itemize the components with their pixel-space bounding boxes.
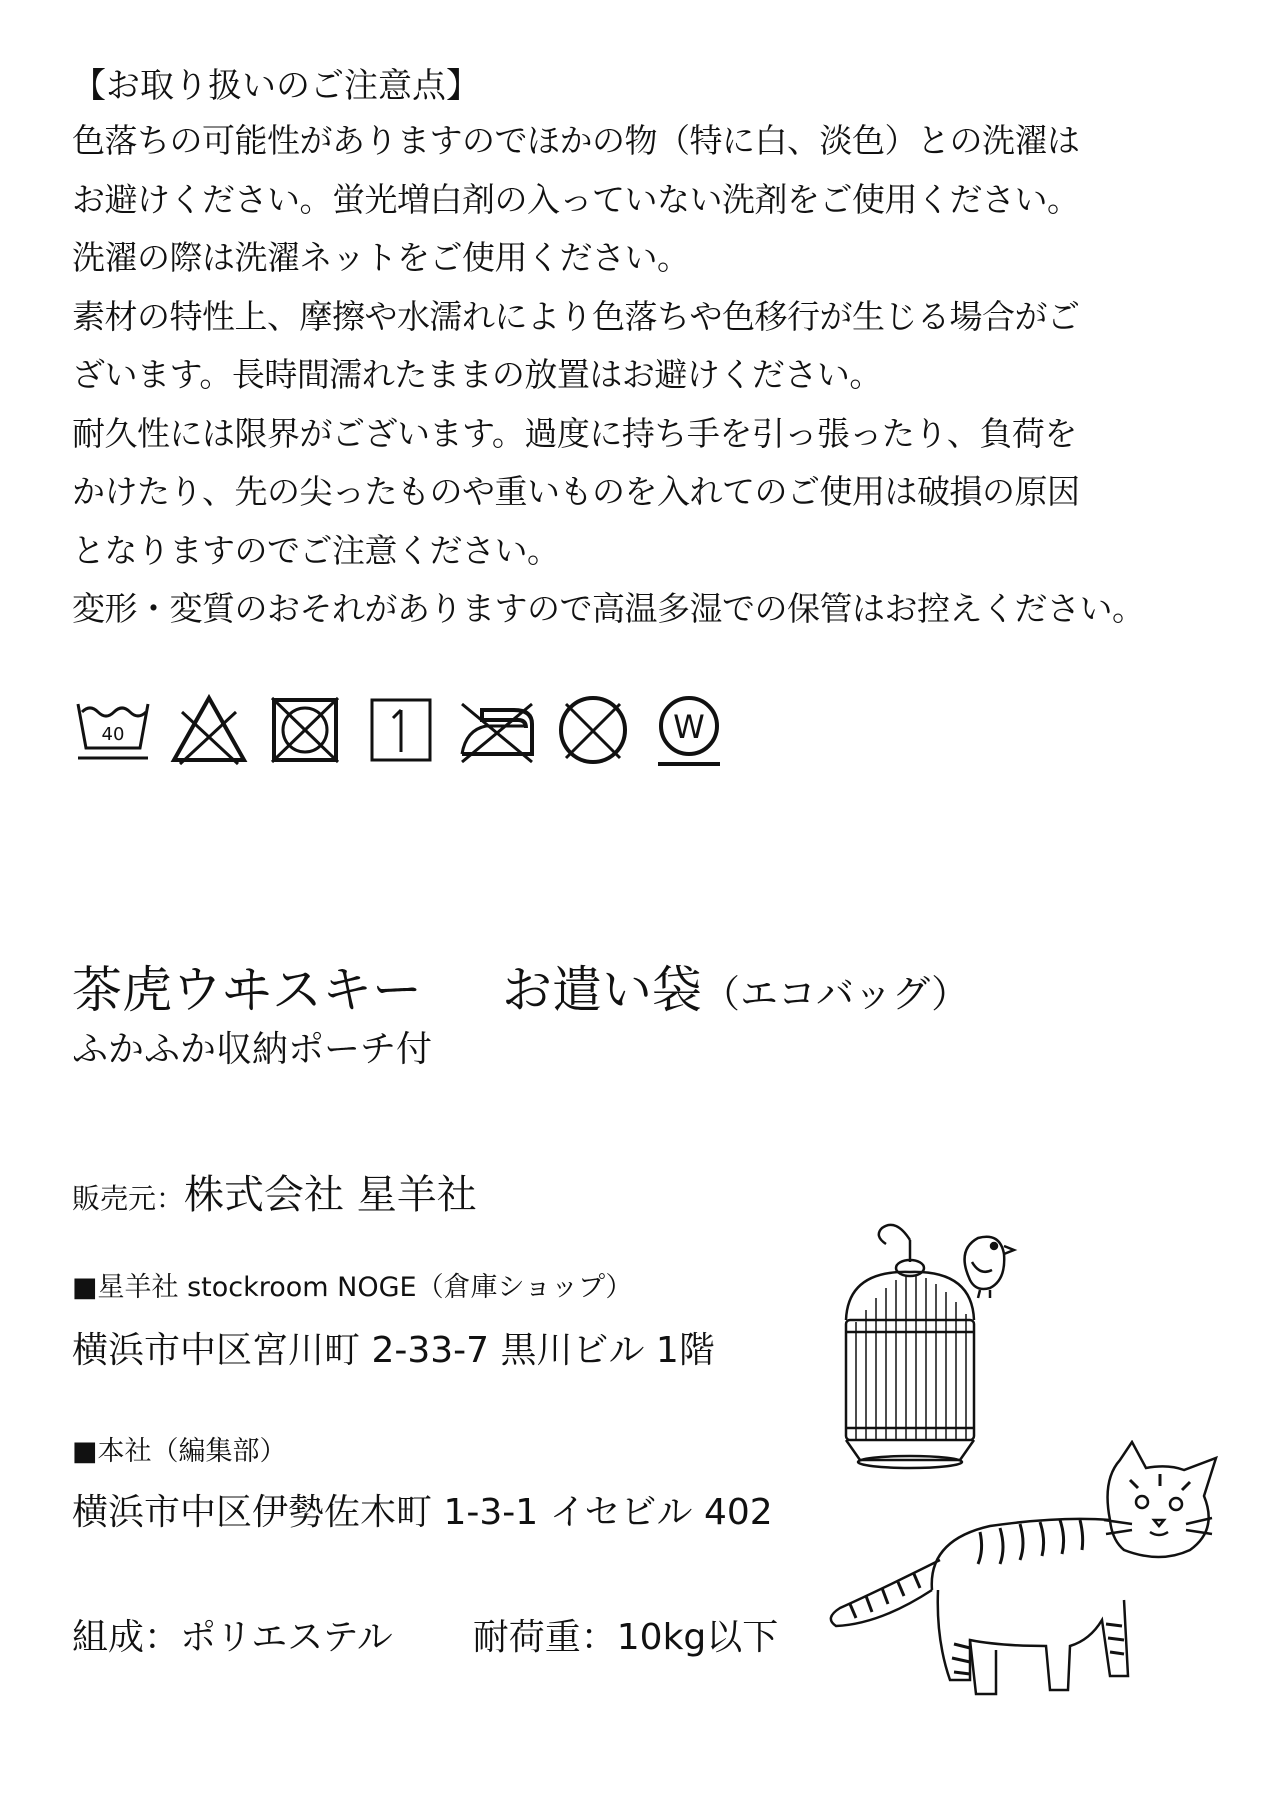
- wet-clean-letter: W: [673, 708, 705, 746]
- care-line: 素材の特性上、摩擦や水濡れにより色落ちや色移行が生じる場合がご: [72, 296, 1080, 336]
- care-title: 【お取り扱いのご注意点】: [72, 66, 480, 106]
- washing-40-icon: [72, 690, 154, 770]
- seller: [72, 1170, 477, 1228]
- product-brand: 茶虎ウヰスキー: [72, 961, 422, 1019]
- product-title: [72, 960, 969, 1024]
- product-item: お遣い袋: [502, 961, 702, 1019]
- load-capacity: 耐荷重：10kg以下: [472, 1617, 779, 1658]
- no-ironing-icon: [456, 690, 538, 770]
- no-tumble-dry-icon: [264, 690, 346, 770]
- no-bleach-icon: [168, 690, 250, 770]
- hq-title: ■本社（編集部）: [72, 1436, 287, 1467]
- product-subtitle: ふかふか収納ポーチ付: [72, 1029, 433, 1070]
- shop-title: ■星羊社 stockroom NOGE（倉庫ショップ）: [72, 1272, 633, 1303]
- specs: [72, 1615, 778, 1661]
- seller-label: 販売元：: [72, 1182, 185, 1215]
- care-line: 洗濯の際は洗濯ネットをご使用ください。: [72, 238, 690, 277]
- care-line: 色落ちの可能性がありますのでほかの物（特に白、淡色）との洗濯は: [72, 121, 1080, 160]
- care-line: かけたり、先の尖ったものや重いものを入れてのご使用は破損の原因: [72, 472, 1080, 511]
- care-line: お避けください。蛍光増白剤の入っていない洗剤をご使用ください。: [72, 179, 1080, 219]
- wet-clean-icon: [648, 690, 730, 770]
- birdcage-with-bird-illustration: [830, 1210, 1020, 1470]
- care-symbols: [72, 690, 730, 770]
- care-line: 耐久性には限界がございます。過度に持ち手を引っ張ったり、負荷を: [72, 413, 1077, 453]
- hq-address: 横浜市中区伊勢佐木町 1-3-1 イセビル 402: [72, 1492, 773, 1533]
- care-line: ざいます。長時間濡れたままの放置はお避けください。: [72, 355, 882, 394]
- care-line: 変形・変質のおそれがありますので高温多湿での保管はお控えください。: [72, 589, 1145, 628]
- product-item-paren: （エコバッグ）: [702, 972, 970, 1016]
- care-line: となりますのでご注意ください。: [72, 530, 560, 570]
- tabby-cat-illustration: [820, 1440, 1240, 1710]
- wash-temp-label: 40: [101, 724, 125, 745]
- line-dry-icon: [360, 690, 442, 770]
- shop-address: 横浜市中区宮川町 2-33-7 黒川ビル 1階: [72, 1330, 715, 1371]
- care-instructions: [72, 60, 1222, 639]
- no-dry-clean-icon: [552, 690, 634, 770]
- seller-name: 株式会社 星羊社: [184, 1172, 477, 1218]
- composition: 組成：ポリエステル: [72, 1617, 393, 1658]
